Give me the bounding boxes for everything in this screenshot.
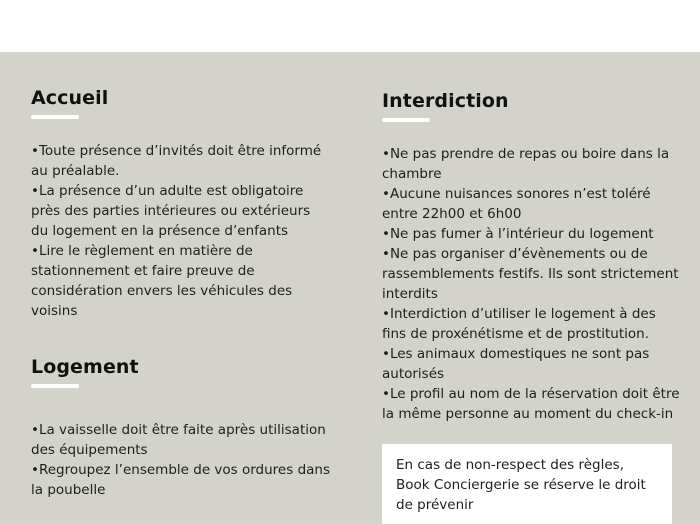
title-underline [31,384,79,388]
notice-box [382,444,672,524]
list-item: •Ne pas organiser d’évènements ou de rassemblements festifs. Ils sont strictement interdits [382,246,679,302]
rule-list [31,420,331,500]
list-item: •Ne pas fumer à l’intérieur du logement [382,226,654,242]
list-item: •Aucune nuisances sonores n’est toléré entre 22h00 et 6h00 [382,186,651,222]
list-item: •Toute présence d’invités doit être informé au préalable. [31,143,322,179]
list-item: •Le profil au nom de la réservation doit être la même personne au moment du check-in [382,386,680,422]
notice-text: En cas de non-respect des règles, Book Conciergerie se réserve le droit de prévenir [396,457,646,513]
header-band [0,0,700,52]
section-title: Logement [31,356,139,378]
list-item: •Lire le règlement en matière de stationnement et faire preuve de considération envers les véhicules des voisins [31,243,293,319]
title-underline [382,118,430,122]
list-item: •Regroupez l’ensemble de vos ordures dans la poubelle [31,462,330,498]
list-item: •Interdiction d’utiliser le logement à des fins de proxénétisme et de prostitution. [382,306,656,342]
list-item: •Ne pas prendre de repas ou boire dans la chambre [382,146,670,182]
rule-list [382,144,682,424]
list-item: •La vaisselle doit être faite après utilisation des équipements [31,422,326,458]
rule-list [31,141,331,321]
title-underline [31,115,79,119]
section-accueil [31,87,331,321]
section-title: Interdiction [382,90,509,112]
section-title: Accueil [31,87,109,109]
list-item: •La présence d’un adulte est obligatoire près des parties intérieures ou extérieurs du logement en la présence d’enfants [31,183,311,239]
section-interdiction [382,90,682,424]
section-logement [31,356,331,500]
list-item: •Les animaux domestiques ne sont pas autorisés [382,346,650,382]
